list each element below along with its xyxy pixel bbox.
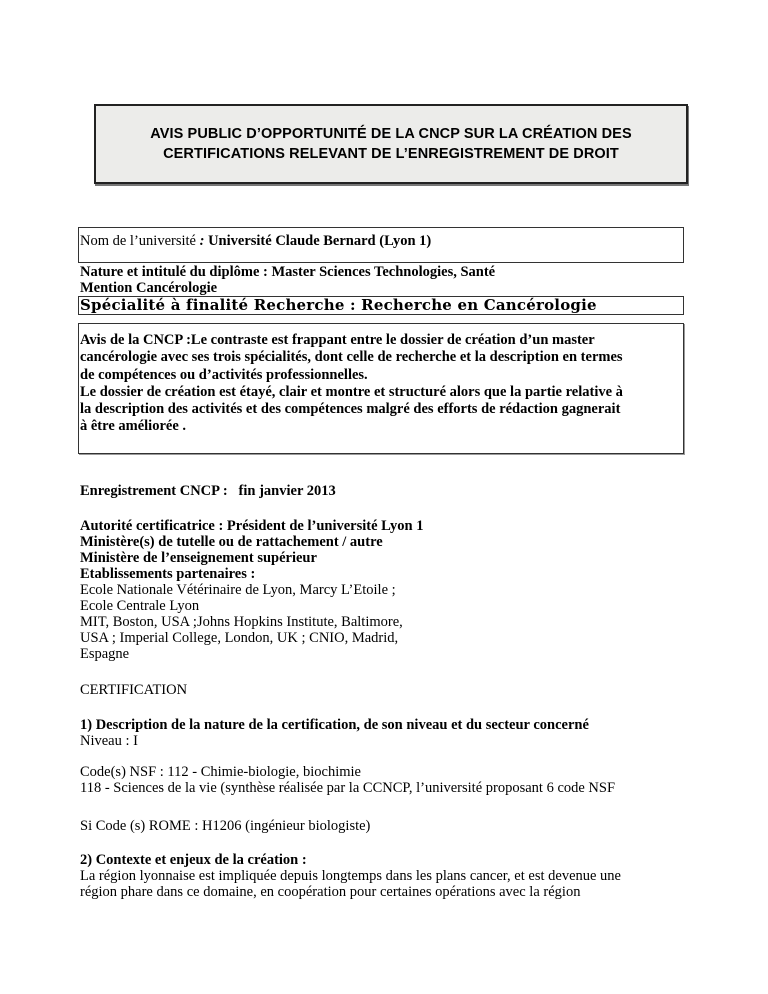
registration-value: fin janvier 2013 [238, 483, 336, 499]
registration-label: Enregistrement CNCP : [80, 483, 228, 499]
partner-item: MIT, Boston, USA ;Johns Hopkins Institute, Baltimore, [80, 614, 403, 630]
context-line: région phare dans ce domaine, en coopération pour certaines opérations avec la région [80, 884, 581, 900]
rome-line: Si Code (s) ROME : H1206 (ingénieur biologiste) [80, 818, 371, 834]
partner-item: Espagne [80, 646, 130, 662]
title-line-1: AVIS PUBLIC D’OPPORTUNITÉ DE LA CNCP SUR LA CRÉATION DES [150, 126, 632, 142]
context-line: La région lyonnaise est impliquée depuis longtemps dans les plans cancer, et est devenue une [80, 868, 621, 884]
partners-label: Etablissements partenaires : [80, 566, 256, 582]
university-name: Université Claude Bernard (Lyon 1) [208, 233, 432, 249]
certification-heading: CERTIFICATION [80, 682, 188, 698]
avis-line: Le dossier de création est étayé, clair et montre et structuré alors que la partie relative à [80, 383, 623, 400]
partner-item: USA ; Imperial College, London, UK ; CNIO, Madrid, [80, 630, 399, 646]
university-label: Nom de l’université [80, 233, 196, 249]
nsf-line-2: 118 - Sciences de la vie (synthèse réalisée par la CCNCP, l’université proposant 6 code NSF [80, 780, 616, 796]
avis-line: de compétences ou d’activités professionnelles. [80, 366, 368, 383]
ministeres-line: Ministère(s) de tutelle ou de rattachement / autre [80, 534, 383, 550]
university-line [80, 233, 431, 250]
registration-line [80, 483, 336, 500]
diploma-mention: Mention Cancérologie [80, 280, 218, 296]
avis-line: la description des activités et des compétences malgré des efforts de rédaction gagnerait [80, 401, 621, 418]
diploma-nature: Nature et intitulé du diplôme : Master Sciences Technologies, Santé [80, 264, 496, 280]
avis-line: à être améliorée . [80, 418, 187, 435]
avis-line: cancérologie avec ses trois spécialités, dont celle de recherche et la description en termes [80, 349, 623, 366]
partner-item: Ecole Nationale Vétérinaire de Lyon, Marcy L’Etoile ; [80, 582, 396, 598]
university-separator: : [195, 233, 209, 249]
niveau-line: Niveau : I [80, 733, 138, 749]
partner-item: Ecole Centrale Lyon [80, 598, 200, 614]
nsf-line-1: Code(s) NSF : 112 - Chimie-biologie, biochimie [80, 764, 361, 780]
section1-title: 1) Description de la nature de la certification, de son niveau et du secteur concerné [80, 717, 589, 733]
ministere-line: Ministère de l’enseignement supérieur [80, 550, 317, 566]
title-line-2: CERTIFICATIONS RELEVANT DE L’ENREGISTREMENT DE DROIT [163, 146, 619, 162]
section2-title: 2) Contexte et enjeux de la création : [80, 852, 307, 868]
avis-text [80, 332, 680, 436]
title-box [94, 104, 688, 184]
avis-line: Avis de la CNCP :Le contraste est frappant entre le dossier de création d’un master [80, 332, 595, 348]
authority-line: Autorité certificatrice : Président de l’université Lyon 1 [80, 518, 424, 534]
diploma-speciality: Spécialité à finalité Recherche : Recherche en Cancérologie [80, 296, 597, 314]
